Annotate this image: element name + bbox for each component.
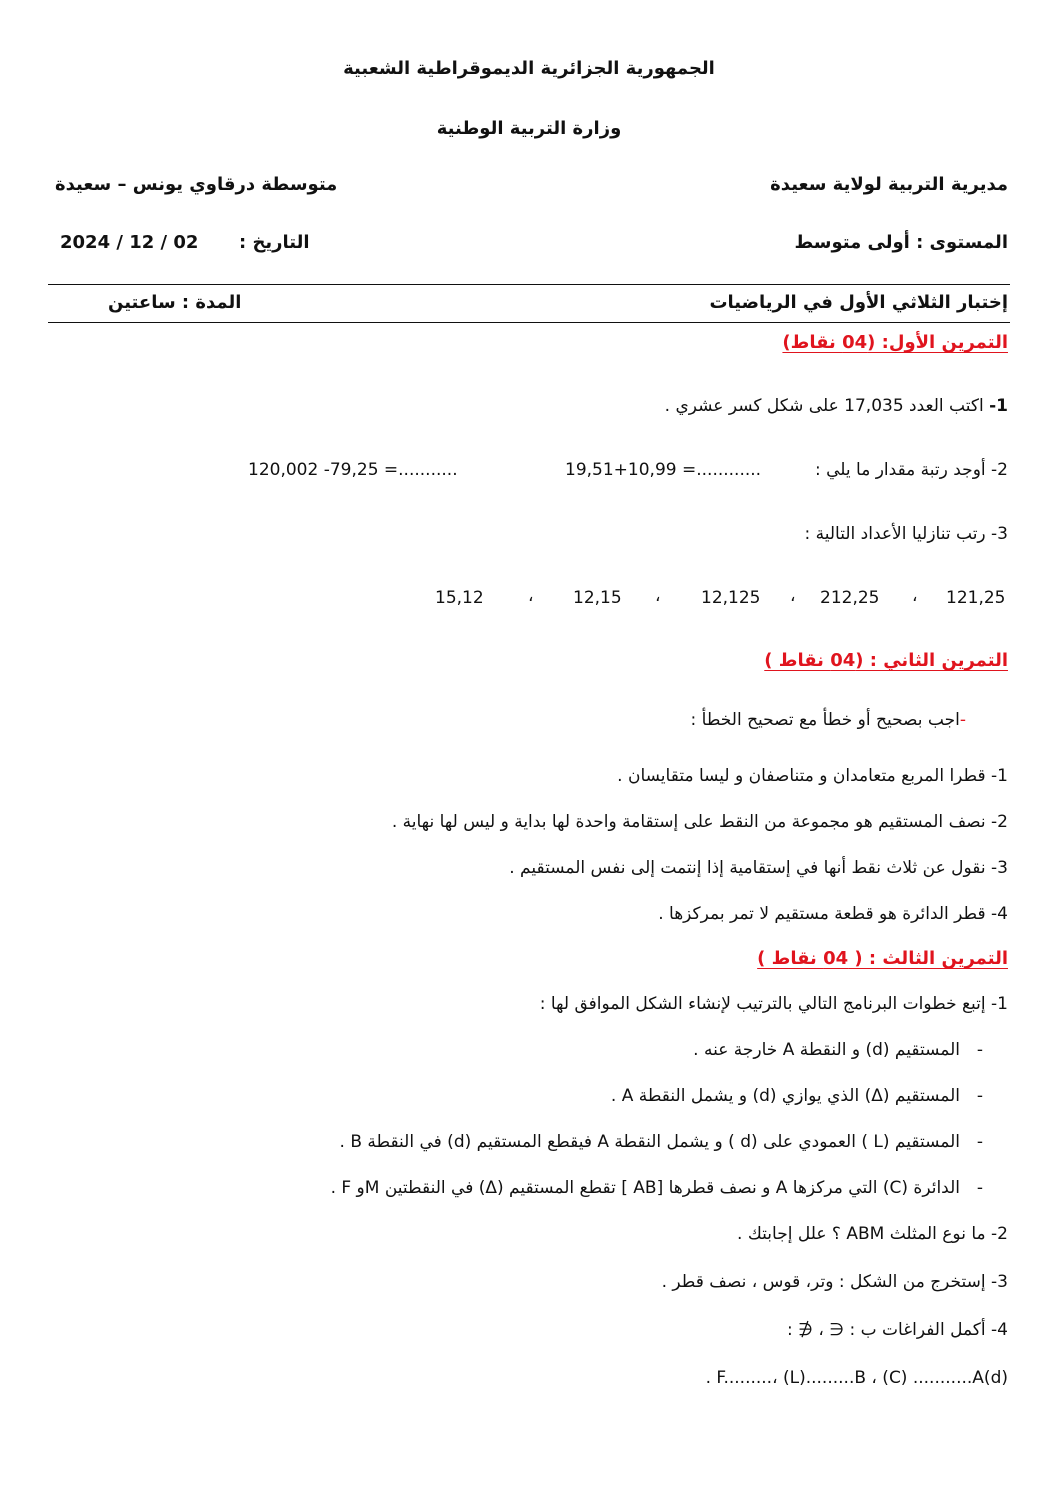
step-text: المستقيم (d) و النقطة A خارجة عنه . xyxy=(693,1040,960,1060)
ministry-title: وزارة التربية الوطنية xyxy=(436,118,622,139)
program-step xyxy=(340,1132,1001,1152)
exercise1-q1 xyxy=(665,396,1008,416)
exercise1-q2: 2- أوجد رتبة مقدار ما يلي : xyxy=(814,460,1008,480)
exercise1-title: التمرين الأول: (04 نقاط) xyxy=(782,332,1008,353)
exam-title: إختبار الثلاثي الأول في الرياضيات xyxy=(709,292,1008,313)
step-dash: - xyxy=(976,1040,984,1060)
separator: ، xyxy=(912,586,918,606)
statement-item: 2- نصف المستقيم هو مجموعة من النقط على إستقامة واحدة لها بداية و ليس لها نهاية . xyxy=(391,812,1008,832)
bottom-divider xyxy=(48,322,1010,323)
duration: المدة : ساعتين xyxy=(108,292,242,313)
separator: ، xyxy=(790,586,796,606)
program-step xyxy=(331,1178,1000,1198)
separator: ، xyxy=(655,586,661,606)
step-text: المستقيم (L ) العمودي على (d ) و يشمل النقطة A فيقطع المستقيم (d) في النقطة B . xyxy=(339,1132,960,1152)
number-item: 121,25 xyxy=(946,588,1006,608)
exercise3-q3: 3- إستخرج من الشكل : وتر، قوس ، نصف قطر . xyxy=(661,1272,1008,1292)
step-text: الدائرة (C) التي مركزها A و نصف قطرها [AB ] تقطع المستقيم (Δ) في النقطتين Mو F . xyxy=(330,1178,960,1198)
top-divider xyxy=(48,284,1010,285)
q1-number: 1- xyxy=(989,396,1008,416)
date-block xyxy=(60,232,310,253)
statement-item: 4- قطر الدائرة هو قطعة مستقيم لا تمر بمركزها . xyxy=(658,904,1008,924)
q1-text: اكتب العدد 17,035 على شكل كسر عشري . xyxy=(664,396,984,416)
exercise2-instruction xyxy=(691,710,966,730)
directorate: مديرية التربية لولاية سعيدة xyxy=(770,174,1008,195)
statement-item: 1- قطرا المربع متعامدان و متناصفان و ليسا متقايسان . xyxy=(617,766,1008,786)
separator: ، xyxy=(528,586,534,606)
level: المستوى : أولى متوسط xyxy=(794,232,1008,253)
number-item: 12,125 xyxy=(701,588,761,608)
step-text: المستقيم (Δ) الذي يوازي (d) و يشمل النقطة A . xyxy=(610,1086,960,1106)
number-item: 212,25 xyxy=(820,588,880,608)
exercise3-q1: 1- إتبع خطوات البرنامج التالي بالترتيب لإنشاء الشكل الموافق لها : xyxy=(539,994,1008,1014)
date-value: 2024 / 12 / 02 xyxy=(60,232,199,253)
exercise3-title: التمرين الثالث : ( 04 نقاط ) xyxy=(757,948,1008,969)
program-step xyxy=(693,1040,1000,1060)
statement-item: 3- نقول عن ثلاث نقط أنها في إستقامية إذا إنتمت إلى نفس المستقيم . xyxy=(509,858,1008,878)
step-dash: - xyxy=(976,1132,984,1152)
number-item: 12,15 xyxy=(573,588,622,608)
program-step xyxy=(611,1086,1000,1106)
exercise3-q4: 4- أكمل الفراغات ب : ∈ ، ∉ : xyxy=(787,1320,1008,1340)
number-item: 15,12 xyxy=(435,588,484,608)
school-name: متوسطة درقاوي يونس – سعيدة xyxy=(55,174,338,195)
step-dash: - xyxy=(976,1086,984,1106)
instruction-dash: - xyxy=(959,710,966,730)
exercise3-q4-fill: (d)F.........، (L).........B ، (C) ...........A . xyxy=(705,1368,1008,1388)
date-label: التاريخ : xyxy=(238,232,310,253)
exercise1-q3: 3- رتب تنازليا الأعداد التالية : xyxy=(804,524,1008,544)
step-dash: - xyxy=(976,1178,984,1198)
instruction-text: اجب بصحيح أو خطأ مع تصحيح الخطأ : xyxy=(690,710,960,730)
exercise3-q2: 2- ما نوع المثلث ABM ؟ علل إجابتك . xyxy=(737,1224,1008,1244)
exercise2-title: التمرين الثاني : (04 نقاط ) xyxy=(764,650,1008,671)
exercise1-q2-expr1: 19,51+10,99 =............ xyxy=(565,460,762,480)
republic-title: الجمهورية الجزائرية الديموقراطية الشعبية xyxy=(343,58,715,79)
exercise1-q2-expr2: 120,002 -79,25 =........... xyxy=(248,460,458,480)
